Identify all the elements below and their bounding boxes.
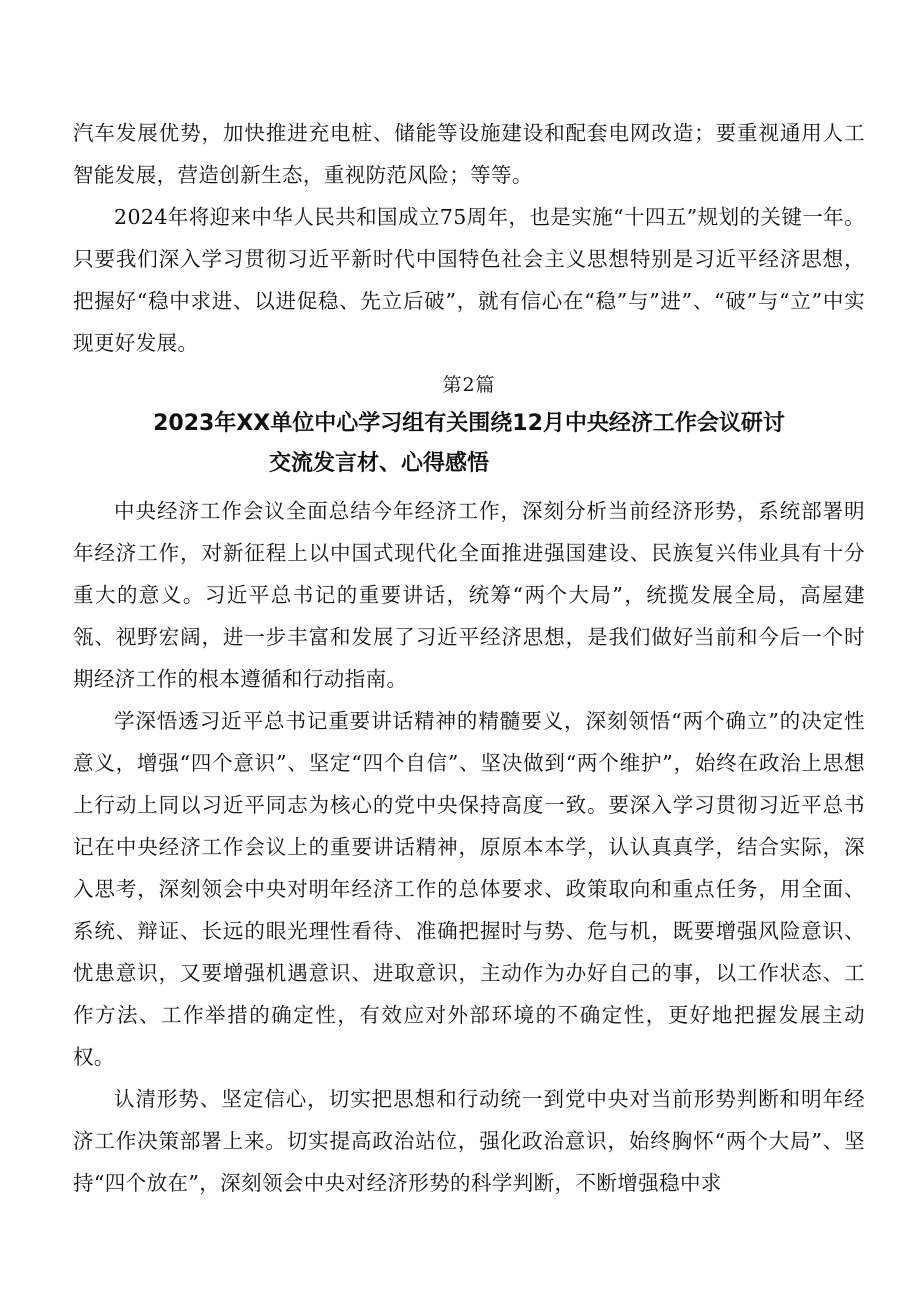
body-paragraph-3: 认清形势、坚定信心，切实把思想和行动统一到党中央对当前形势判断和明年经济工作决策部署上来。切实提高政治站位，强化政治意识，始终胸怀“两个大局”、坚持“四个放在”，深刻领会中央对经济形势的科学判断，不断增强稳中求 <box>73 1087 865 1195</box>
document-page <box>73 112 865 1204</box>
intro-paragraph-1: 汽车发展优势，加快推进充电桩、储能等设施建设和配套电网改造；要重视通用人工智能发展，营造创新生态，重视防范风险；等等。 <box>73 121 865 187</box>
section-label: 第2篇 <box>442 374 496 396</box>
intro-paragraph-2: 2024年将迎来中华人民共和国成立75周年，也是实施“十四五”规划的关键一年。只要我们深入学习贯彻习近平新时代中国特色社会主义思想特别是习近平经济思想，把握好“稳中求进、以进促稳、先立后破”，就有信心在“稳”与”进”、“破”与“立”中实现更好发展。 <box>73 205 865 355</box>
article-title <box>73 404 865 484</box>
body-paragraph-1: 中央经济工作会议全面总结今年经济工作，深刻分析当前经济形势，系统部署明年经济工作，对新征程上以中国式现代化全面推进强国建设、民族复兴伟业具有十分重大的意义。习近平总书记的重要讲话，统筹“两个大局”，统揽发展全局，高屋建瓴、视野宏阔，进一步丰富和发展了习近平经济思想，是我们做好当前和今后一个时期经济工作的根本遵循和行动指南。 <box>73 499 865 691</box>
body-paragraph-2: 学深悟透习近平总书记重要讲话精神的精髓要义，深刻领悟“两个确立”的决定性意义，增强“四个意识”、坚定“四个自信”、坚决做到“两个维护”，始终在政治上思想上行动上同以习近平同志为核心的党中央保持高度一致。要深入学习贯彻习近平总书记在中央经济工作会议上的重要讲话精神，原原本本学，认认真真学，结合实际，深入思考，深刻领会中央对明年经济工作的总体要求、政策取向和重点任务，用全面、系统、辩证、长远的眼光理性看待、准确把握时与势、危与机，既要增强风险意识、忧患意识，又要增强机遇意识、进取意识，主动作为办好自己的事，以工作状态、工作方法、工作举措的确定性，有效应对外部环境的不确定性，更好地把握发展主动权。 <box>73 709 865 1069</box>
article-title-line-2: 交流发言材、心得感悟 <box>269 451 490 476</box>
article-title-line-1: 2023年XX单位中心学习组有关围绕12月中央经济工作会议研讨 <box>153 411 785 436</box>
